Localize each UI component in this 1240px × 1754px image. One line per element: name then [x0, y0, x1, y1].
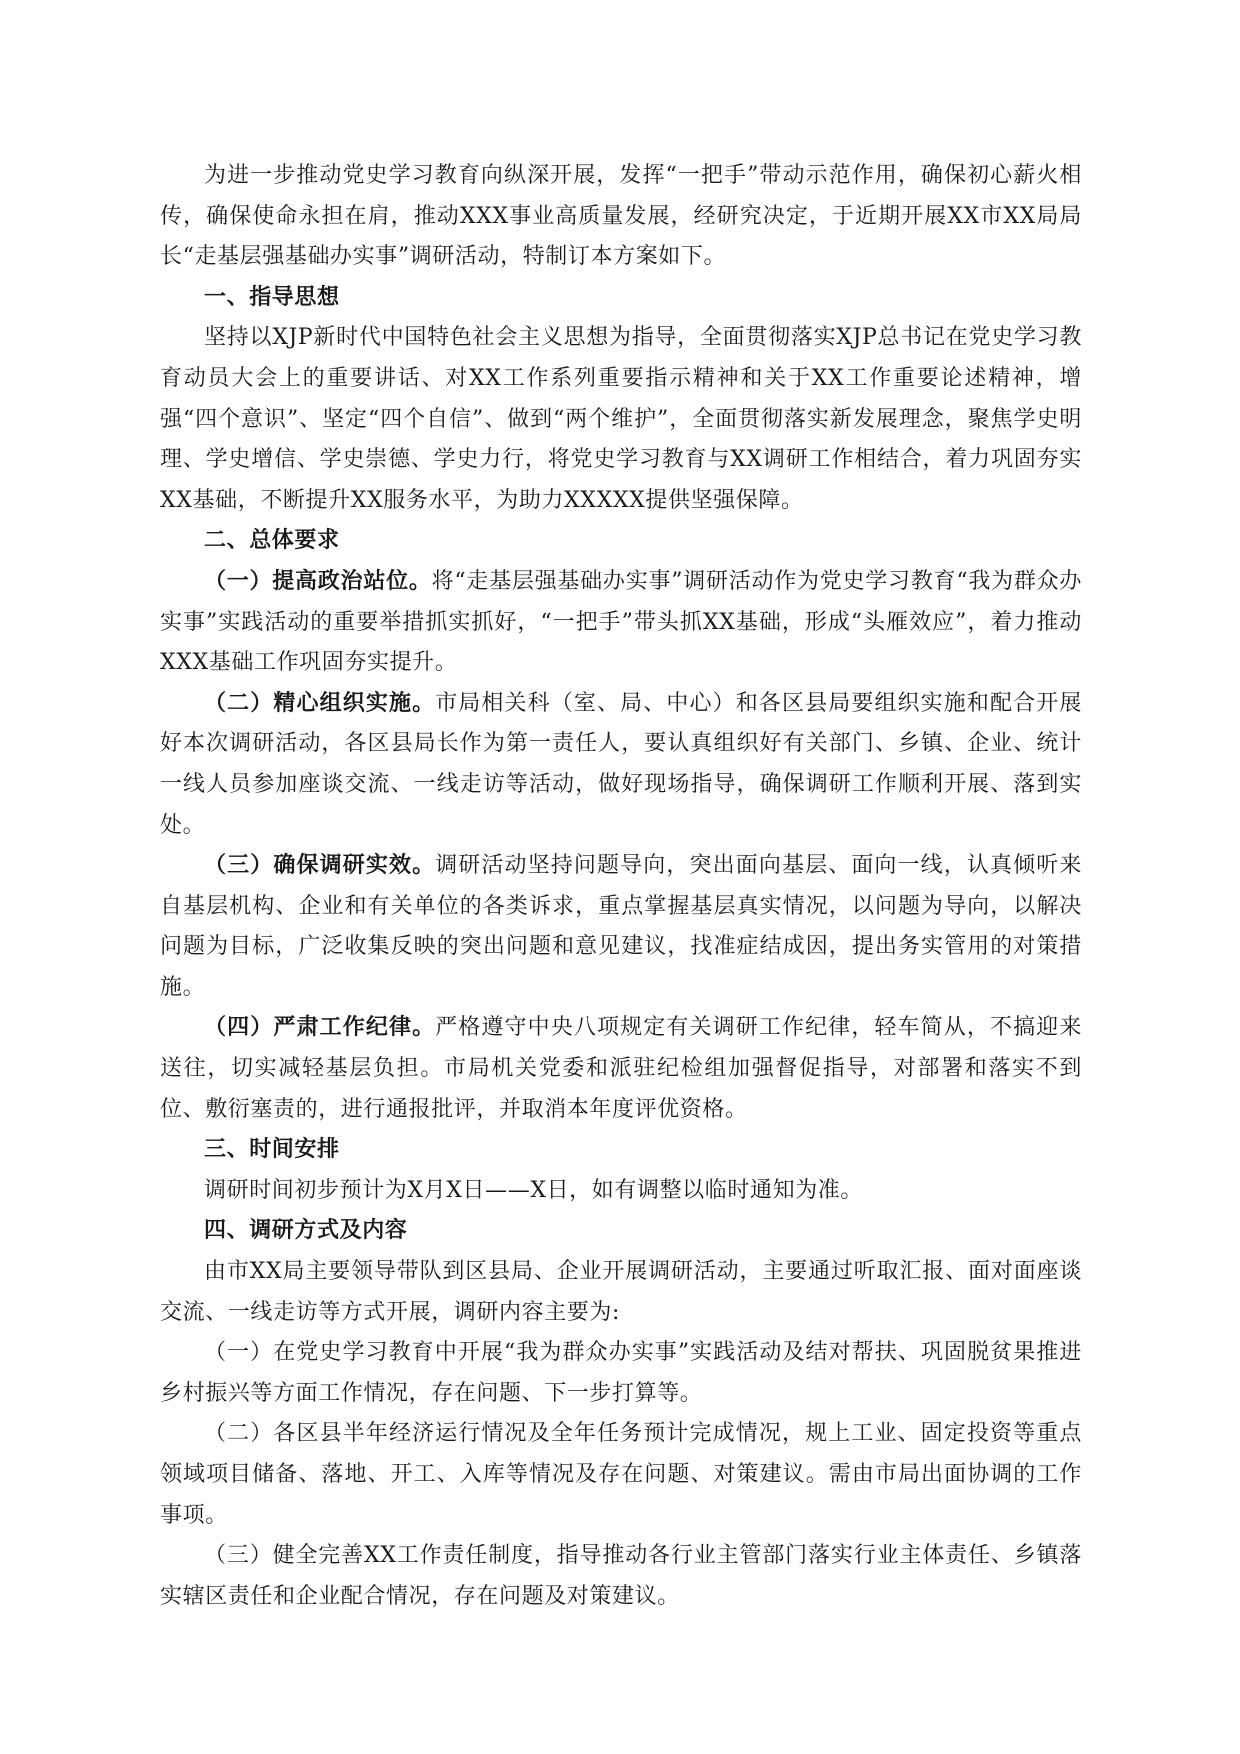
intro-paragraph: 为进一步推动党史学习教育向纵深开展，发挥“一把手”带动示范作用，确保初心薪火相传，确保使命永担在肩，推动XXX事业高质量发展，经研究决定，于近期开展XX市XX局局长“走基层强基础办实事”调研活动，特制订本方案如下。 [160, 163, 1082, 270]
section-2-heading: 二、总体要求 [204, 528, 340, 554]
requirement-item-3 [160, 846, 1082, 1008]
requirement-item-4-text: 严格遵守中央八项规定有关调研工作纪律，轻车简从，不搞迎来送往，切实减轻基层负担。市局机关党委和派驻纪检组加强督促指导，对部署和落实不到位、敷衍塞责的，进行通报批评，并取消本年度评优资格。 [160, 1015, 1082, 1122]
requirement-item-1-text: 将“走基层强基础办实事”调研活动作为党史学习教育“我为群众办实事”实践活动的重要举措抓实抓好，“一把手”带头抓XX基础，形成“头雁效应”，着力推动XXX基础工作巩固夯实提升。 [160, 568, 1082, 676]
requirement-item-2-text: 市局相关科（室、局、中心）和各区县局要组织实施和配合开展好本次调研活动，各区县局长作为第一责任人，要认真组织好有关部门、乡镇、企业、统计一线人员参加座谈交流、一线走访等活动，做好现场指导，确保调研工作顺利开展、落到实处。 [160, 690, 1082, 838]
section-3-heading: 三、时间安排 [204, 1137, 340, 1163]
requirement-item-4 [160, 1008, 1082, 1130]
requirement-item-2-lead: （二）精心组织实施。 [204, 690, 436, 716]
section-4-paragraph: 由市XX局主要领导带队到区县局、企业开展调研活动，主要通过听取汇报、面对面座谈交流、一线走访等方式开展，调研内容主要为: [160, 1259, 1082, 1325]
requirement-item-3-text: 调研活动坚持问题导向，突出面向基层、面向一线，认真倾听来自基层机构、企业和有关单位的各类诉求，重点掌握基层真实情况，以问题为导向，以解决问题为目标，广泛收集反映的突出问题和意见建议，找准症结成因，提出务实管用的对策措施。 [160, 853, 1082, 1000]
document-body [160, 156, 1082, 1617]
content-item-2: （二）各区县半年经济运行情况及全年任务预计完成情况，规上工业、固定投资等重点领域项目储备、落地、开工、入库等情况及存在问题、对策建议。需由市局出面协调的工作事项。 [160, 1421, 1082, 1528]
requirement-item-1-lead: （一）提高政治站位。 [204, 568, 432, 594]
content-item-3: （三）健全完善XX工作责任制度，指导推动各行业主管部门落实行业主体责任、乡镇落实辖区责任和企业配合情况，存在问题及对策建议。 [160, 1543, 1082, 1609]
requirement-item-4-lead: （四）严肃工作纪律。 [204, 1015, 436, 1041]
section-4-heading: 四、调研方式及内容 [204, 1218, 408, 1244]
section-3-paragraph: 调研时间初步预计为X月X日——X日，如有调整以临时通知为准。 [204, 1177, 863, 1203]
requirement-item-2 [160, 684, 1082, 846]
content-item-1: （一）在党史学习教育中开展“我为群众办实事”实践活动及结对帮扶、巩固脱贫果推进乡村振兴等方面工作情况，存在问题、下一步打算等。 [160, 1340, 1082, 1406]
section-1-paragraph: 坚持以XJP新时代中国特色社会主义思想为指导，全面贯彻落实XJP总书记在党史学习教育动员大会上的重要讲话、对XX工作系列重要指示精神和关于XX工作重要论述精神，增强“四个意识”、坚定“四个自信”、做到“两个维护”，全面贯彻落实新发展理念，聚焦学史明理、学史增信、学史崇德、学史力行，将党史学习教育与XX调研工作相结合，着力巩固夯实XX基础，不断提升XX服务水平，为助力XXXXX提供坚强保障。 [160, 325, 1082, 513]
section-1-heading: 一、指导思想 [204, 284, 340, 310]
requirement-item-1 [160, 562, 1082, 684]
requirement-item-3-lead: （三）确保调研实效。 [204, 853, 436, 879]
